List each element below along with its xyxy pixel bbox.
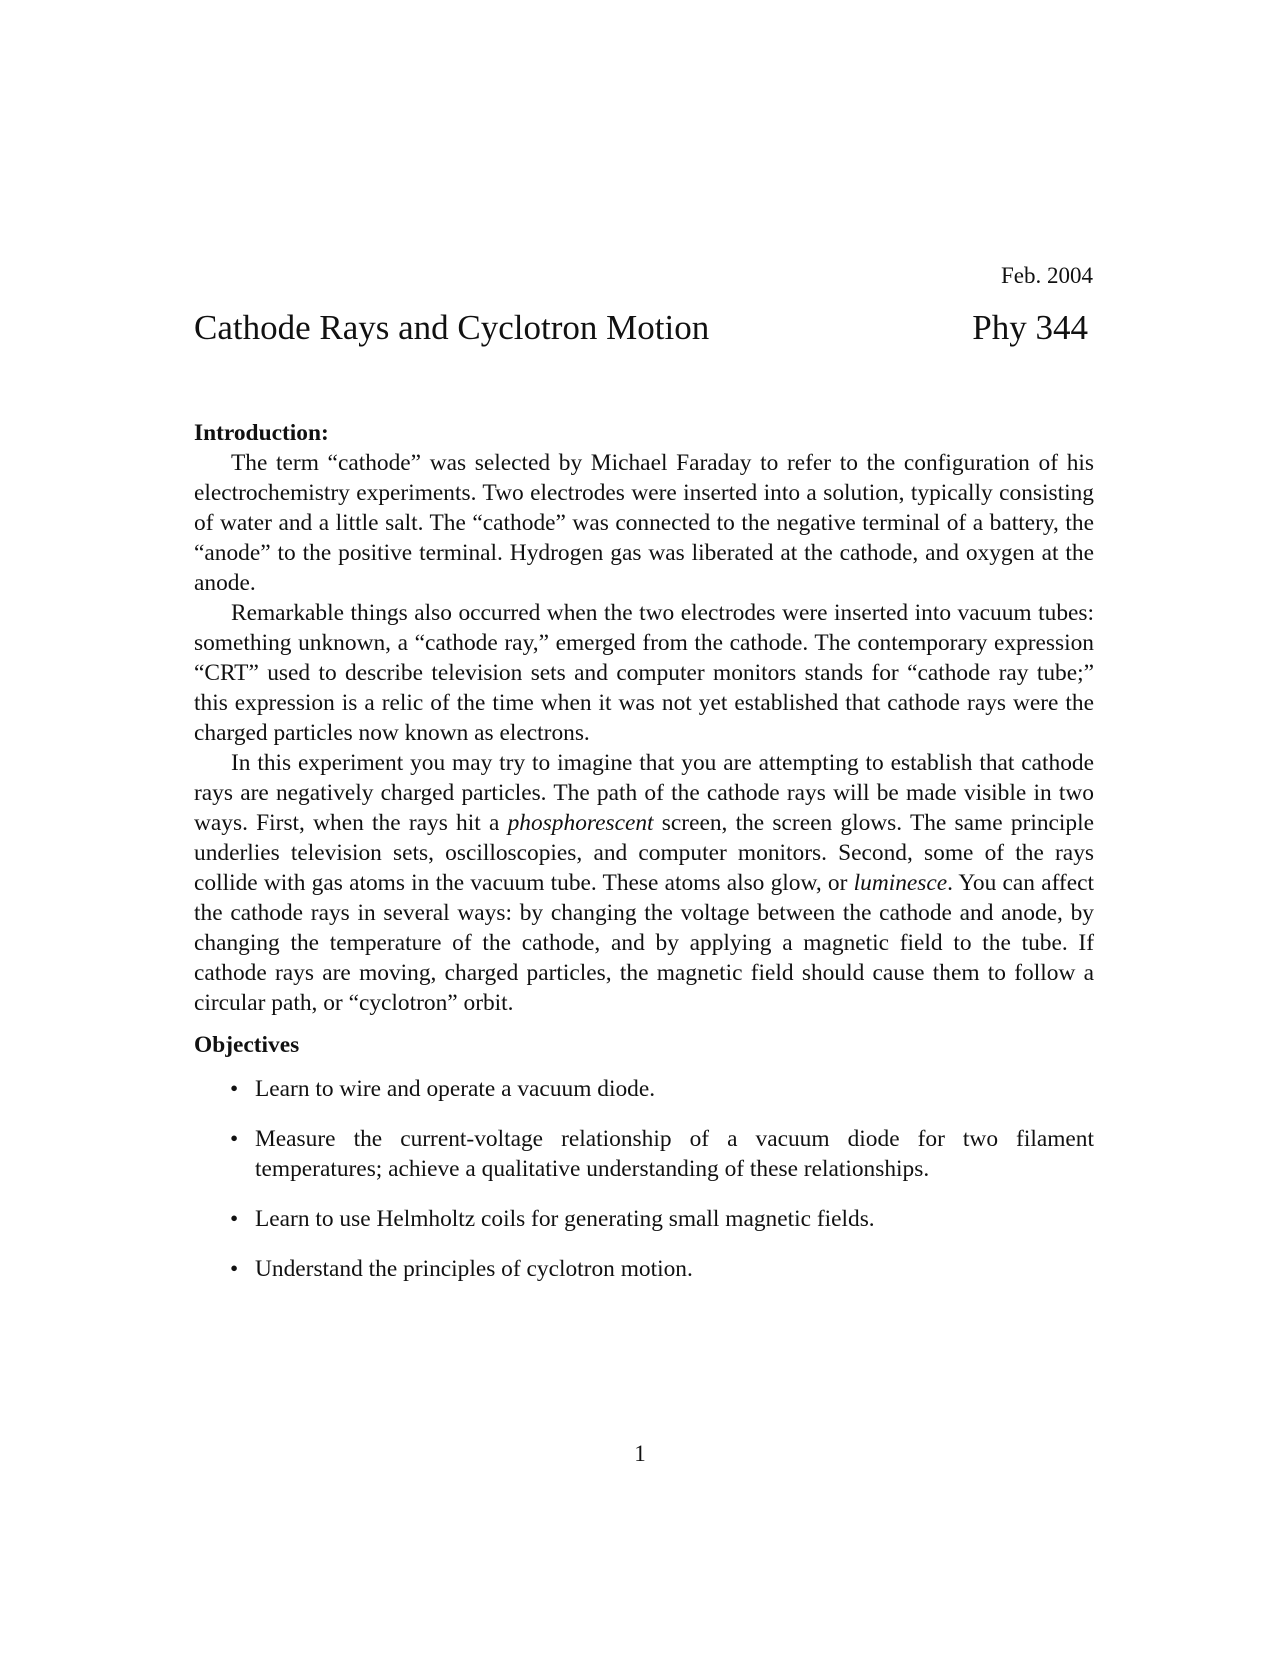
paragraph-3-text-c: . You can affect the cathode rays in several ways: by changing the voltage between the cathode and anode, by changing the temperature of the cathode, and by applying a magnetic field to the tube. If cathode rays are moving, charged particles, the magnetic field should cause them to follow a circular path, or “cyclotron” orbit. (194, 870, 1094, 1016)
bullet-icon: • (230, 1206, 239, 1232)
objective-text: Understand the principles of cyclotron motion. (255, 1256, 693, 1282)
objectives-heading: Objectives (194, 1032, 300, 1058)
title-row (194, 308, 1094, 348)
course-code: Phy 344 (972, 308, 1088, 347)
introduction-heading: Introduction: (194, 420, 329, 446)
introduction-paragraph-3 (194, 748, 1094, 1018)
page-number: 1 (634, 1441, 646, 1466)
objective-text: Learn to wire and operate a vacuum diode. (255, 1076, 656, 1102)
emphasis-luminesce: luminesce (853, 870, 948, 896)
paragraph-3-text-b: screen, the screen glows. The same principle underlies television sets, oscilloscopies, and computer monitors. Second, some of the rays collide with gas atoms in the vacuum tube. These atoms also glow, or (194, 810, 1094, 896)
emphasis-phosphorescent: phosphorescent (507, 810, 654, 836)
bullet-icon: • (230, 1256, 239, 1282)
introduction-paragraph-2: Remarkable things also occurred when the two electrodes were inserted into vacuum tubes: something unknown, a “cathode ray,” emerged from the cathode. The contemporary expression “CRT” used to describe television sets and computer monitors stands for “cathode ray tube;” this expression is a relic of the time when it was not yet established that cathode rays were the charged particles now known as electrons. (194, 600, 1094, 746)
document-title: Cathode Rays and Cyclotron Motion (194, 308, 710, 347)
document-body (194, 418, 1094, 1304)
objectives-list (194, 1074, 1094, 1284)
bullet-icon: • (230, 1126, 239, 1152)
introduction-paragraph-1: The term “cathode” was selected by Michael Faraday to refer to the configuration of his electrochemistry experiments. Two electrodes were inserted into a solution, typically consisting of water and a little salt. The “cathode” was connected to the negative terminal of a battery, the “anode” to the positive terminal. Hydrogen gas was liberated at the cathode, and oxygen at the anode. (194, 450, 1094, 596)
list-item (230, 1254, 1094, 1284)
list-item (230, 1124, 1094, 1184)
list-item (230, 1074, 1094, 1104)
paragraph-3-text-a: In this experiment you may try to imagine that you are attempting to establish that cathode rays are negatively charged particles. The path of the cathode rays will be made visible in two ways. First, when the rays hit a (194, 750, 1094, 836)
list-item (230, 1204, 1094, 1234)
document-date: Feb. 2004 (1001, 263, 1093, 288)
objective-text: Learn to use Helmholtz coils for generating small magnetic fields. (255, 1206, 875, 1232)
objective-text: Measure the current-voltage relationship of a vacuum diode for two filament temperatures; achieve a qualitative understanding of these relationships. (255, 1126, 1094, 1182)
bullet-icon: • (230, 1076, 239, 1102)
